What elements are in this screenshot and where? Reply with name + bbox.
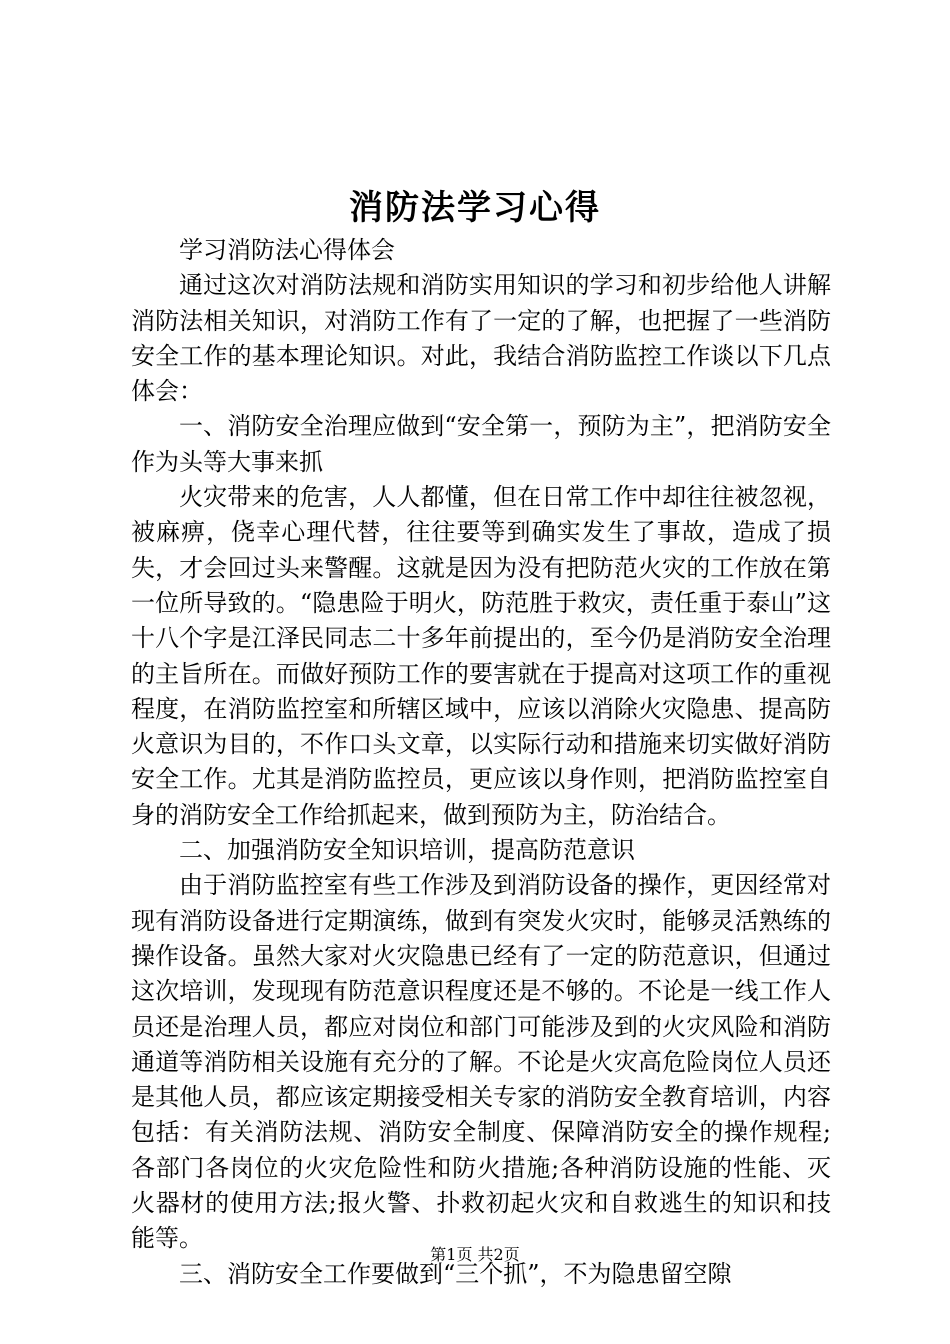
paragraph-subtitle: 学习消防法心得体会 (179, 236, 395, 264)
document-title: 消防法学习心得 (349, 188, 601, 228)
paragraph-intro: 通过这次对消防法规和消防实用知识的学习和初步给他人讲解消防法相关知识，对消防工作有了一定的了解，也把握了一些消防安全工作的基本理论知识。对此，我结合消防监控工作谈以下几点体会： (131, 271, 831, 406)
section-heading-3: 三、消防安全工作要做到“三个抓”，不为隐患留空隙 (179, 1259, 732, 1288)
section-heading-1: 一、消防安全治理应做到“安全第一，预防为主”，把消防安全作为头等大事来抓 (131, 412, 831, 476)
document-body (131, 233, 831, 1292)
page-footer: 第1页 共2页 (430, 1245, 520, 1264)
section-heading-2: 二、加强消防安全知识培训，提高防范意识 (179, 836, 635, 865)
paragraph-section-2: 由于消防监控室有些工作涉及到消防设备的操作，更因经常对现有消防设备进行定期演练，做到有突发火灾时，能够灵活熟练的操作设备。虽然大家对火灾隐患已经有了一定的防范意识，但通过这次培训，发现现有防范意识程度还是不够的。不论是一线工作人员还是治理人员，都应对岗位和部门可能涉及到的火灾风险和消防通道等消防相关设施有充分的了解。不论是火灾高危险岗位人员还是其他人员，都应该定期接受相关专家的消防安全教育培训，内容包括：有关消防法规、消防安全制度、保障消防安全的操作规程;各部门各岗位的火灾危险性和防火措施;各种消防设施的性能、灭火器材的使用方法;报火警、扑救初起火灾和自救逃生的知识和技能等。 (131, 871, 831, 1253)
paragraph-section-1: 火灾带来的危害，人人都懂，但在日常工作中却往往被忽视，被麻痹，侥幸心理代替，往往要等到确实发生了事故，造成了损失，才会回过头来警醒。这就是因为没有把防范火灾的工作放在第一位所导致的。“隐患险于明火，防范胜于救灾，责任重于泰山”这十八个字是江泽民同志二十多年前提出的，至今仍是消防安全治理的主旨所在。而做好预防工作的要害就在于提高对这项工作的重视程度，在消防监控室和所辖区域中，应该以消除火灾隐患、提高防火意识为目的，不作口头文章，以实际行动和措施来切实做好消防安全工作。尤其是消防监控员，更应该以身作则，把消防监控室自身的消防安全工作给抓起来，做到预防为主，防治结合。 (131, 483, 831, 829)
